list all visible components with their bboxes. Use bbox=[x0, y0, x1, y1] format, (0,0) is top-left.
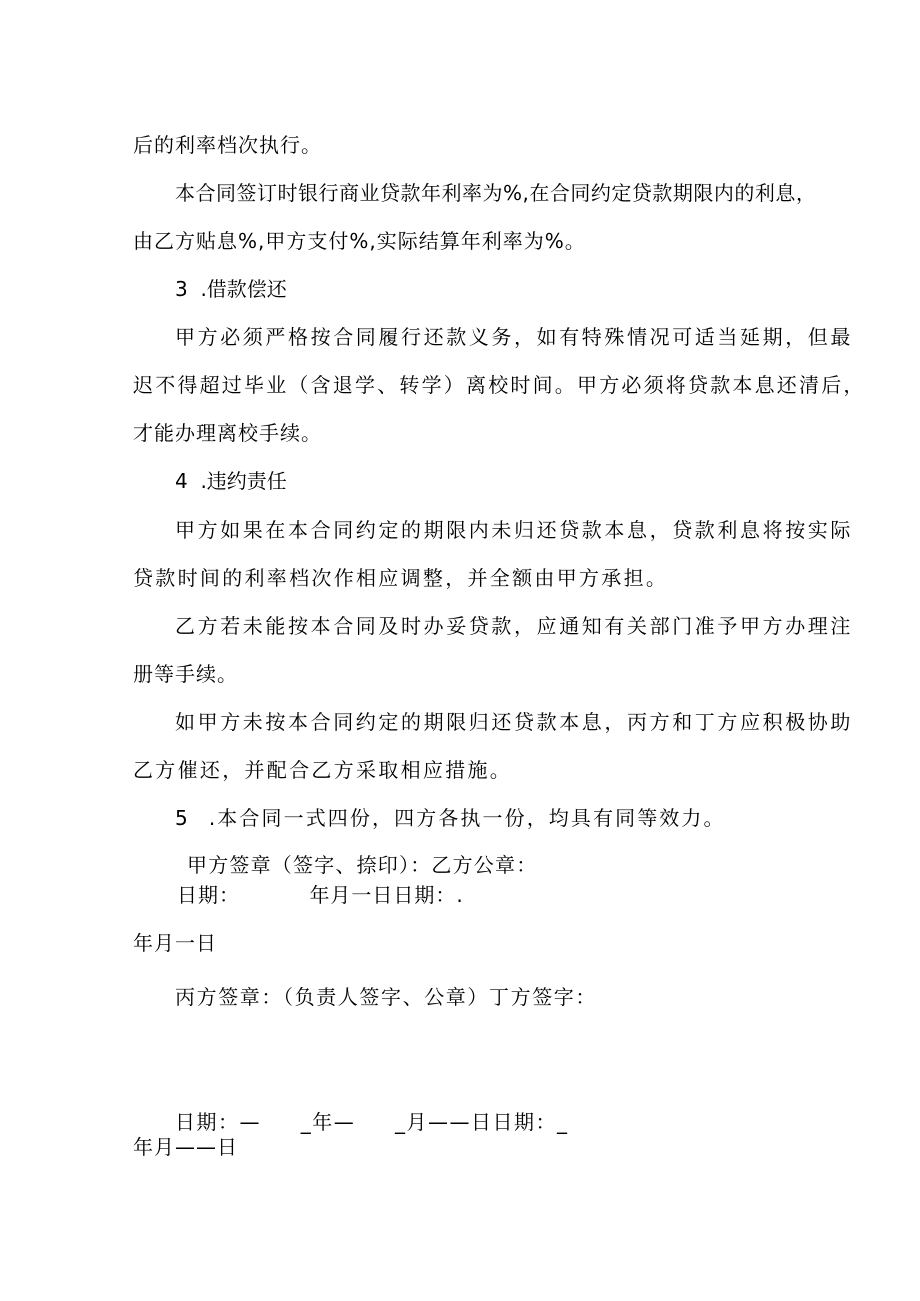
date-line: 日期：— _年— _月——日日期：_ bbox=[175, 1110, 569, 1134]
text-line: 乙方催还，并配合乙方采取相应措施。 bbox=[133, 758, 513, 782]
text-line: 册等手续。 bbox=[133, 662, 238, 686]
signature-line-party-c-d: 丙方签章：（负责人签字、公章）丁方签字： bbox=[175, 985, 597, 1009]
date-continuation: 年月——日 bbox=[133, 1135, 238, 1159]
section-heading: 3 .借款偿还 bbox=[175, 277, 287, 301]
text-line: 甲方必须严格按合同履行还款义务，如有特殊情况可适当延期，但最 bbox=[175, 325, 853, 349]
date-line: 日期： 年月一日日期：. bbox=[177, 883, 464, 907]
text-line: 迟不得超过毕业（含退学、转学）离校时间。甲方必须将贷款本息还清后， bbox=[133, 373, 866, 397]
text-line: 本合同签订时银行商业贷款年利率为%,在合同约定贷款期限内的利息， bbox=[175, 181, 817, 205]
text-line: 5 .本合同一式四份，四方各执一份，均具有同等效力。 bbox=[175, 806, 726, 830]
section-heading: 4 .违约责任 bbox=[175, 469, 287, 493]
text-line: 贷款时间的利率档次作相应调整，并全额由甲方承担。 bbox=[133, 566, 669, 590]
text-line: 乙方若未能按本合同及时办妥贷款，应通知有关部门准予甲方办理注 bbox=[175, 614, 853, 638]
text-line: 才能办理离校手续。 bbox=[133, 421, 322, 445]
text-line: 由乙方贴息%,甲方支付%,实际结算年利率为%。 bbox=[133, 229, 586, 253]
text-line: 如甲方未按本合同约定的期限归还贷款本息，丙方和丁方应积极协助 bbox=[175, 710, 853, 734]
signature-line-party-a-b: 甲方签章（签字、捺印）：乙方公章： bbox=[187, 853, 538, 877]
text-line: 后的利率档次执行。 bbox=[133, 133, 322, 157]
date-continuation: 年月一日 bbox=[133, 931, 217, 955]
text-line: 甲方如果在本合同约定的期限内未归还贷款本息，贷款利息将按实际 bbox=[175, 518, 853, 542]
